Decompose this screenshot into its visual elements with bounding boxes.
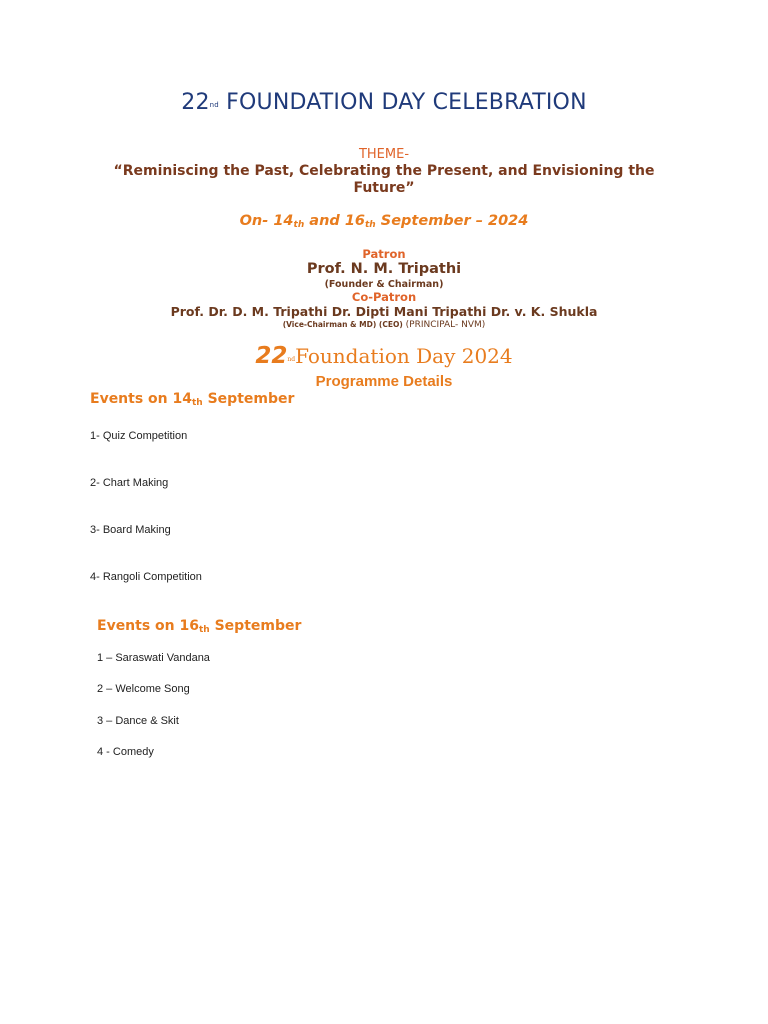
event-item: 2- Chart Making <box>90 477 169 489</box>
events-day1-suffix: th <box>192 398 203 408</box>
copatron-roles <box>0 320 768 330</box>
fd-number: 22 <box>255 343 288 369</box>
date-middle: and 16 <box>304 213 365 229</box>
patron-name: Prof. N. M. Tripathi <box>306 261 462 277</box>
event-item: 3 – Dance & Skit <box>97 715 179 727</box>
title-text: FOUNDATION DAY CELEBRATION <box>226 90 587 115</box>
date-suffix-1: th <box>293 220 305 230</box>
event-item: 2 – Welcome Song <box>97 683 190 695</box>
events-day1-prefix: Events on 14 <box>90 391 192 407</box>
copatron-role-1: (Vice-Chairman & MD) (CEO) <box>282 320 403 329</box>
events-day2-prefix: Events on 16 <box>97 618 199 634</box>
programme-details-heading: Programme Details <box>315 373 453 390</box>
copatron-names: Prof. Dr. D. M. Tripathi Dr. Dipti Mani Tripathi Dr. v. K. Shukla <box>170 304 598 319</box>
title-suffix: nd <box>209 101 219 109</box>
patron-label: Patron <box>362 247 406 261</box>
event-dates <box>0 213 768 230</box>
theme-label: THEME- <box>358 147 410 162</box>
events-day2-rest: September <box>209 618 302 634</box>
event-item: 3- Board Making <box>90 524 171 536</box>
copatron-label: Co-Patron <box>351 290 417 304</box>
foundation-day-title <box>0 343 768 369</box>
date-prefix: On- 14 <box>239 213 294 229</box>
event-item: 4 - Comedy <box>97 746 154 758</box>
date-suffix-2: th <box>365 220 376 230</box>
patron-role: (Founder & Chairman) <box>324 279 444 290</box>
fd-title-text: Foundation Day 2024 <box>295 344 513 368</box>
event-item: 4- Rangoli Competition <box>90 571 202 583</box>
date-rest: September – 2024 <box>375 213 529 229</box>
event-item: 1 – Saraswati Vandana <box>97 652 210 664</box>
events-day1-heading <box>90 391 294 408</box>
copatron-role-2: (PRINCIPAL- NVM) <box>402 320 486 330</box>
events-day1-rest: September <box>202 391 295 407</box>
events-day2-heading <box>97 618 301 635</box>
title-number: 22 <box>181 90 210 115</box>
events-day2-suffix: th <box>199 625 210 635</box>
theme-text: “Reminiscing the Past, Celebrating the Present, and Envisioning the Future” <box>113 163 655 196</box>
event-item: 1- Quiz Competition <box>90 430 188 442</box>
page-title <box>0 90 768 115</box>
fd-suffix: nd <box>287 356 296 363</box>
